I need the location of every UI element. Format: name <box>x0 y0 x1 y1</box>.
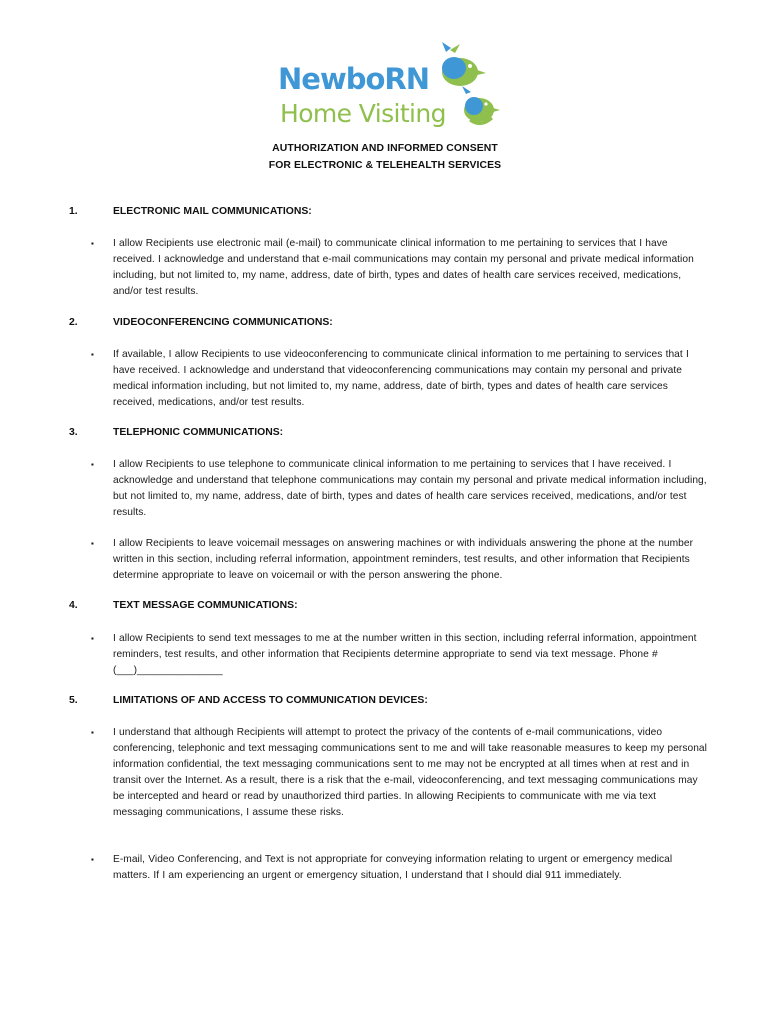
section-number: 3. <box>69 427 78 438</box>
section-number: 5. <box>69 695 78 706</box>
section-heading-limitations: LIMITATIONS OF AND ACCESS TO COMMUNICATION DEVICES: <box>113 695 428 706</box>
bullet-icon: ▪ <box>91 728 94 737</box>
bullet-icon: ▪ <box>91 350 94 359</box>
section-number: 2. <box>69 317 78 328</box>
document-title-line1: AUTHORIZATION AND INFORMED CONSENT <box>272 143 498 154</box>
paragraph-privacy-risks: I understand that although Recipients will attempt to protect the privacy of the contents of e-mail communications, video conferencing, telephonic and text messaging communications sent to me and will take reasonable measures to keep my personal information confidential, the text messaging communications sent to me may not be encrypted at all times when at rest and in transit over the Internet. As a result, there is a risk that the e-mail, videoconferencing, and text messaging communications may be intercepted and heard or read by unauthorized third parties. In allowing Recipients to communicate with me via text messaging communications, I assume these risks. <box>113 727 707 818</box>
bullet-icon: ▪ <box>91 460 94 469</box>
document-title-line2: FOR ELECTRONIC & TELEHEALTH SERVICES <box>268 160 502 171</box>
section-heading-videoconferencing: VIDEOCONFERENCING COMMUNICATIONS: <box>113 317 333 328</box>
logo-text-newborn: NewboRN <box>278 62 430 96</box>
section-heading-text-message: TEXT MESSAGE COMMUNICATIONS: <box>113 600 298 611</box>
paragraph-text-message-consent: I allow Recipients to send text messages to me at the number written in this section, including referral information, appointment reminders, test results, and other information that Recipients determine appropriate to send via text message. Phone #(___)_______________ <box>113 633 697 676</box>
section-heading-email: ELECTRONIC MAIL COMMUNICATIONS: <box>113 206 312 217</box>
paragraph-videoconferencing-consent: If available, I allow Recipients to use videoconferencing to communicate clinical information to me pertaining to services that I have received. I acknowledge and understand that videoconferencing communications may contain my personal and private medical information including, but not limited to, my name, address, date of birth, types and dates of health care services received, medications, and/or test results. <box>113 349 689 408</box>
section-heading-telephonic: TELEPHONIC COMMUNICATIONS: <box>113 427 284 438</box>
paragraph-voicemail-consent: I allow Recipients to leave voicemail messages on answering machines or with individuals answering the phone at the number written in this section, including referral information, appointment reminders, test results, and other information that Recipients determine appropriate to leave on voicemail or with the person answering the phone. <box>113 538 694 581</box>
bullet-icon: ▪ <box>91 539 94 548</box>
bullet-icon: ▪ <box>91 634 94 643</box>
newborn-home-visiting-logo <box>274 42 500 138</box>
bullet-icon: ▪ <box>91 855 94 864</box>
bullet-icon: ▪ <box>91 239 94 248</box>
paragraph-telephone-consent: I allow Recipients to use telephone to communicate clinical information to me pertaining to services that I have received. I acknowledge and understand that telephone communications may contain my personal and private medical information including, but not limited to, my name, address, date of birth, types and dates of health care services received, medications, and/or test results. <box>113 459 707 518</box>
logo-text-home-visiting: Home Visiting <box>280 99 446 128</box>
paragraph-email-consent: I allow Recipients use electronic mail (e-mail) to communicate clinical information to me pertaining to services that I have received. I acknowledge and understand that e-mail communications may contain my personal and private medical information including, but not limited to, my name, address, date of birth, types and dates of health care services received, medications, and/or test results. <box>113 238 694 297</box>
paragraph-emergency-notice: E-mail, Video Conferencing, and Text is not appropriate for conveying information relating to urgent or emergency medical matters. If I am experiencing an urgent or emergency situation, I understand that I should dial 911 immediately. <box>113 854 673 881</box>
section-number: 4. <box>69 600 78 611</box>
section-number: 1. <box>69 206 78 217</box>
